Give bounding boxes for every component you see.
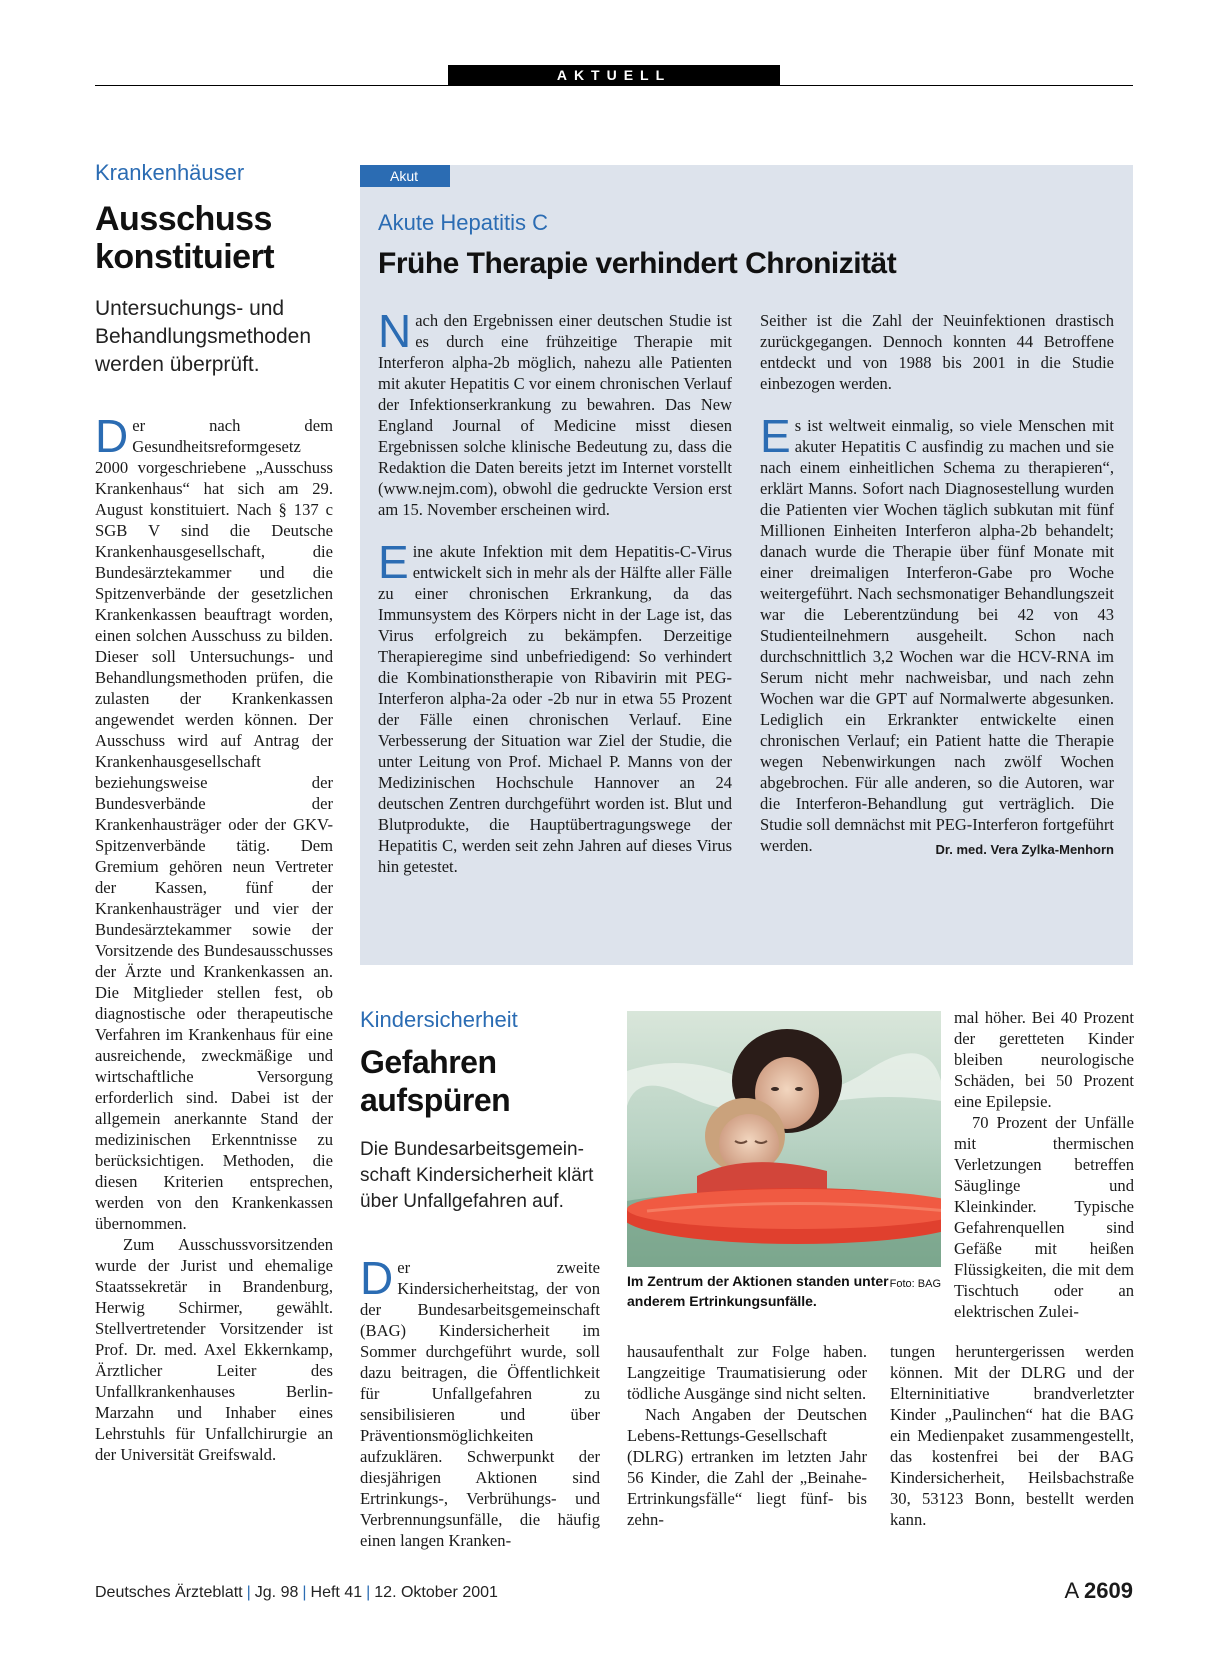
kids-col3-top: mal höher. Bei 40 Prozent der geretteten Kinder bleiben neurologische Schäden, bei 50 Prozent eine Epilepsie. 70 Prozent der Unfälle mit thermischen Verletzungen betreffen Säuglinge und Kleinkinder. Typische Gefahrenquellen sind Gefäße mit heißen Flüssigkeiten, die mit dem Tischtuch oder an elektrischen Zulei- — [954, 1008, 1134, 1321]
box-col2: Seither ist die Zahl der Neuinfektionen drastisch zurückgegangen. Dennoch konnten 44 Betroffene entdeckt und von 1988 bis 2001 in die Studie einbezogen werden. Es ist weltweit einmalig, so viele Menschen mit akuter Hepatitis C ausfindig zu machen und sie nach einem einheitlichen Schema zu therapieren“, erklärt Manns. Sofort nach Diagnosestellung wurden die Patienten vier Wochen täglich subkutan mit fünf Millionen Einheiten Interferon alpha-2b behandelt; danach wurde die Therapie über fünf Monate mit einer dreimaligen Interferon-Gabe pro Woche weitergeführt. Nach sechsmonatiger Behandlungszeit war die Leberentzündung bei 42 von 43 Studienteilnehmern ausgeheilt. Schon nach durchschnittlich 3,2 Wochen war die HCV-RNA im Serum nicht mehr nachweisbar, und nach zehn Wochen war die GPT auf Normalwerte abgesunken. Lediglich ein Erkrankter entwickelte einen chronischen Verlauf; ein Patient hatte die Therapie wegen Nebenwirkungen nach zwölf Wochen abgebrochen. Für alle anderen, so die Autoren, war die Interferon-Behandlung gut verträglich. Die Studie soll demnächst mit PEG-Interferon fortgeführt werden. Dr. med. Vera Zylka-Menhorn — [760, 310, 1114, 860]
kids-col3-bottom: tungen heruntergerissen werden können. Mit der DLRG und der Elterninitiative brandverletzter Kinder „Paulinchen“ hat die BAG ein Medienpaket zusammengestellt, das kostenfrei bei der BAG Kindersicherheit, Heilsbachstraße 30, 53123 Bonn, bestellt werden kann. — [890, 1342, 1134, 1529]
left-headline: Ausschuss konstituiert — [95, 200, 275, 276]
page-number: A 2609 — [1064, 1578, 1133, 1603]
box-col1: Nach den Ergebnissen einer deutschen Studie ist es durch eine frühzeitige Therapie mit Interferon alpha-2b möglich, nahezu alle Patienten mit akuter Hepatitis C vor einem chronischen Verlauf der Infektionserkrankung zu bewahren. Das New England Journal of Medicine misst diesen Ergebnissen solche klinische Bedeutung zu, dass die Redaktion die Daten bereits jetzt im Internet vorstellt (www.nejm.com), obwohl die gedruckte Version erst am 15. November erscheinen wird. Eine akute Infektion mit dem Hepatitis-C-Virus entwickelt sich in mehr als der Hälfte aller Fälle zu einer chronischen Erkrankung, da das Immunsystem des Körpers nicht in der Lage ist, das Virus erfolgreich zu bekämpfen. Derzeitige Therapieregime sind unbefriedigend: So verhindert die Kombinationstherapie von Ribavirin mit PEG-Interferon alpha-2a oder -2b nur in etwa 55 Prozent der Fälle einen chronischen Verlauf. Eine Verbesserung der Situation war Ziel der Studie, die unter Leitung von Prof. Michael P. Manns von der Medizinischen Hochschule Hannover an 24 deutschen Zentren durchgeführt worden ist. Blut und Blutprodukte, die Hauptübertragungswege der Hepatitis C, werden seit zehn Jahren auf dieses Virus hin getestet. — [378, 305, 732, 876]
kids-lead: Die Bundesarbeitsgemein- schaft Kindersicherheit klärt über Unfallgefahren auf. — [360, 1139, 594, 1212]
dropcap: E — [378, 536, 409, 588]
photo-caption: Foto: BAG Im Zentrum der Aktionen standen unter anderem Ertrinkungsunfälle. — [627, 1273, 941, 1309]
footer-citation: Deutsches Ärzteblatt | Jg. 98 | Heft 41 | 12. Oktober 2001 — [95, 1584, 498, 1601]
box-tag: Akut — [360, 165, 450, 187]
kids-col2: hausaufenthalt zur Folge haben. Langzeitige Traumatisierung oder tödliche Ausgänge sind nicht selten. Nach Angaben der Deutschen Lebens-Rettungs-Gesellschaft (DLRG) ertranken im letzten Jahr 56 Kinder, die Zahl der „Beinahe-Ertrinkungsfälle“ liegt fünf- bis zehn- — [627, 1342, 867, 1529]
dropcap: E — [760, 410, 791, 462]
kids-col1: Der zweite Kindersicherheitstag, der von der Bundesarbeitsgemeinschaft (BAG) Kindersicherheit im Sommer durchgeführt wurde, soll dazu beitragen, die Öffentlichkeit für Unfallgefahren zu sensibilisieren und über Präventionsmöglichkeiten aufzuklären. Schwerpunkt der diesjährigen Aktionen sind Ertrinkungs-, Verbrühungs- und Verbrennungsunfälle, die häufig einen langen Kranken- — [360, 1252, 600, 1550]
box-kicker: Akute Hepatitis C — [378, 210, 548, 235]
kids-kicker: Kindersicherheit — [360, 1007, 518, 1032]
box-headline: Frühe Therapie verhindert Chronizität — [378, 247, 897, 280]
kids-headline: Gefahren aufspüren — [360, 1044, 511, 1118]
dropcap: D — [360, 1252, 394, 1304]
dropcap: N — [378, 305, 412, 357]
section-banner: AKTUELL — [448, 65, 780, 86]
left-lead: Untersuchungs- und Behandlungsmethoden werden überprüft. — [95, 297, 312, 376]
dropcap: D — [95, 410, 129, 462]
author-signature: Dr. med. Vera Zylka-Menhorn — [935, 842, 1114, 857]
left-body: Der nach dem Gesundheitsreformgesetz 2000 vorgeschriebene „Ausschuss Krankenhaus“ hat sich am 29. August konstituiert. Nach § 137 c SGB V sind die Deutsche Krankenhausgesellschaft, die Bundesärztekammer und die Spitzenverbände der gesetzlichen Krankenkassen beauftragt worden, einen solchen Ausschuss zu bilden. Dieser soll Untersuchungs- und Behandlungsmethoden prüfen, die zulasten der Krankenkassen angewendet werden können. Der Ausschuss wird auf Antrag der Krankenhausgesellschaft beziehungsweise der Bundesverbände der Krankenhausträger oder der GKV-Spitzenverbände tätig. Dem Gremium gehören neun Vertreter der Kassen, fünf der Krankenhausträger und vier der Bundesärztekammer sowie der Vorsitzende des Bundesausschusses der Ärzte und Krankenkassen an. Die Mitglieder stellen fest, ob diagnostische oder therapeutische Verfahren im Krankenhaus für eine ausreichende, zweckmäßige und wirtschaftliche Versorgung erforderlich sind. Dabei ist der allgemein anerkannte Stand der medizinischen Erkenntnisse zu berücksichtigen. Methoden, die diesen Kriterien entsprechen, werden von den Krankenkassen übernommen. Zum Ausschussvorsitzenden wurde der Jurist und ehemalige Staatssekretär in Brandenburg, Herwig Schirmer, gewählt. Stellvertretender Vorsitzender ist Prof. Dr. med. Axel Ekkernkamp, Ärztlicher Leiter des Unfallkrankenhauses Berlin-Marzahn und Inhaber eines Lehrstuhls für Unfallchirurgie an der Universität Greifswald. — [95, 410, 333, 1464]
photo-credit: Foto: BAG — [889, 1278, 941, 1290]
left-kicker: Krankenhäuser — [95, 160, 245, 185]
drowning-rescue-photo — [627, 1011, 941, 1267]
